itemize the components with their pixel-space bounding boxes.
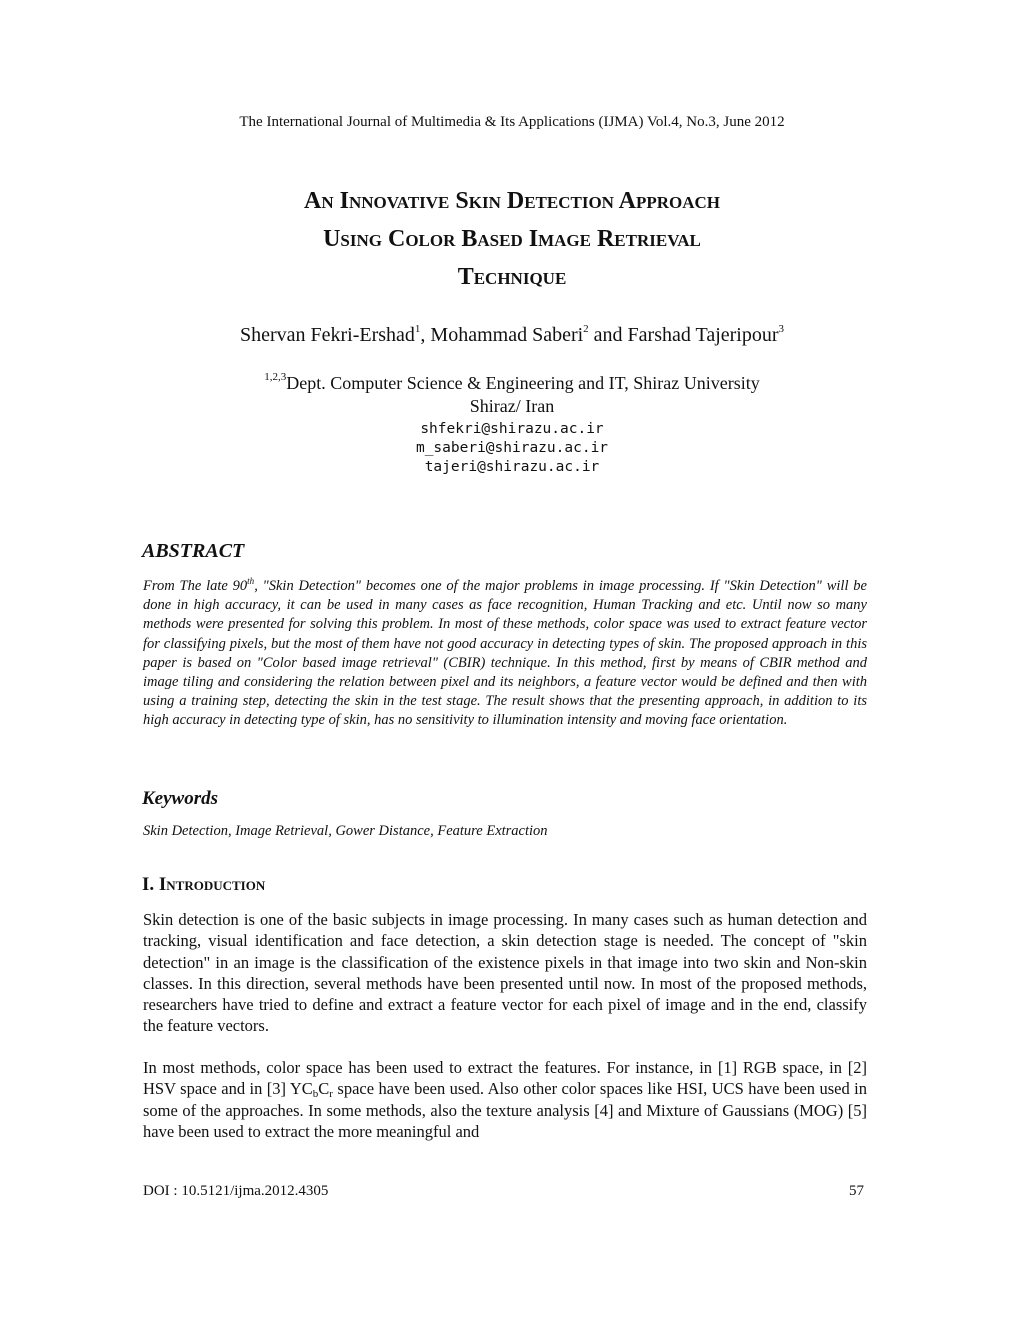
title-line-3: Technique — [457, 264, 567, 290]
email-3[interactable]: tajeri@shirazu.ac.ir — [424, 459, 600, 475]
email-1[interactable]: shfekri@shirazu.ac.ir — [420, 421, 604, 437]
footer-doi[interactable]: DOI : 10.5121/ijma.2012.4305 — [143, 1183, 329, 1199]
introduction-heading: I. Introduction — [142, 874, 266, 895]
abstract-lead-sup: th — [247, 576, 255, 586]
author-1: Shervan Fekri-Ershad — [239, 324, 415, 346]
intro-p2-mid: C — [318, 1079, 330, 1099]
author-3: and Farshad Tajeripour — [588, 324, 779, 346]
author-1-sup: 1 — [414, 323, 421, 335]
abstract-body — [143, 577, 867, 731]
author-2-sup: 2 — [583, 323, 589, 335]
email-2[interactable]: m_saberi@shirazu.ac.ir — [415, 440, 609, 456]
intro-p2-sub-r: r — [329, 1088, 333, 1101]
page-number: 57 — [849, 1183, 864, 1199]
affiliation-location: Shiraz/ Iran — [469, 396, 555, 416]
author-3-sup: 3 — [778, 323, 785, 335]
title-line-1: An Innovative Skin Detection Approach — [304, 188, 720, 214]
abstract-lead: From The late 90 — [143, 578, 248, 594]
abstract-heading: ABSTRACT — [142, 540, 245, 562]
author-list — [0, 324, 1024, 347]
introduction-paragraph-1: Skin detection is one of the basic subjects in image processing. In many cases such as human detection and tracking, visual identification and face detection, a skin detection stage is needed. The concept of "skin detection" in an image is the classification of the existence pixels in that image into two skin and Non-skin classes. In this direction, several methods have been presented until now. In most of the proposed methods, researchers have tried to define and extract a feature vector for each pixel of image and in the end, classify the feature vectors. — [143, 910, 867, 1036]
introduction-paragraph-2 — [143, 1057, 867, 1142]
author-2: , Mohammad Saberi — [420, 324, 584, 346]
intro-p2-sub-b: b — [312, 1088, 319, 1101]
affiliation-dept: Dept. Computer Science & Engineering and IT, Shiraz University — [286, 373, 760, 393]
email-list — [0, 420, 1024, 477]
running-header: The International Journal of Multimedia & Its Applications (IJMA) Vol.4, No.3, June 2012 — [239, 114, 785, 130]
intro-p2-part-b: space have been used. Also other color spaces like HSI, UCS have been used in some of the approaches. In some methods, also the texture analysis [4] and Mixture of Gaussians (MOG) [5] have been used to extract the more meaningful and — [143, 1079, 867, 1141]
keywords-text: Skin Detection, Image Retrieval, Gower Distance, Feature Extraction — [143, 823, 548, 839]
paper-title — [100, 182, 924, 296]
title-line-2: Using Color Based Image Retrieval — [323, 226, 701, 252]
keywords-heading: Keywords — [142, 788, 218, 809]
affiliation — [0, 372, 1024, 418]
intro-p2-part-a: In most methods, color space has been used to extract the features. For instance, in [1] RGB space, in [2] HSV space and in [3] YC — [143, 1058, 867, 1099]
affiliation-sup: 1,2,3 — [264, 371, 287, 383]
abstract-text: , "Skin Detection" becomes one of the major problems in image processing. If "Skin Detection" will be done in high accuracy, it can be used in many cases as face recognition, Human Tracking and etc. Until now so many methods were presented for solving this problem. In most of these methods, color space was used to extract feature vector for classifying pixels, but the most of them have not good accuracy in detecting types of skin. The proposed approach in this paper is based on "Color based image retrieval" (CBIR) technique. In this method, first by means of CBIR method and image tiling and considering the relation between pixel and its neighbors, a feature vector would be defined and then with using a training step, detecting the skin in the test stage. The result shows that the presenting approach, in addition to its high accuracy in detecting type of skin, has no sensitivity to illumination intensity and moving face orientation. — [143, 578, 867, 729]
